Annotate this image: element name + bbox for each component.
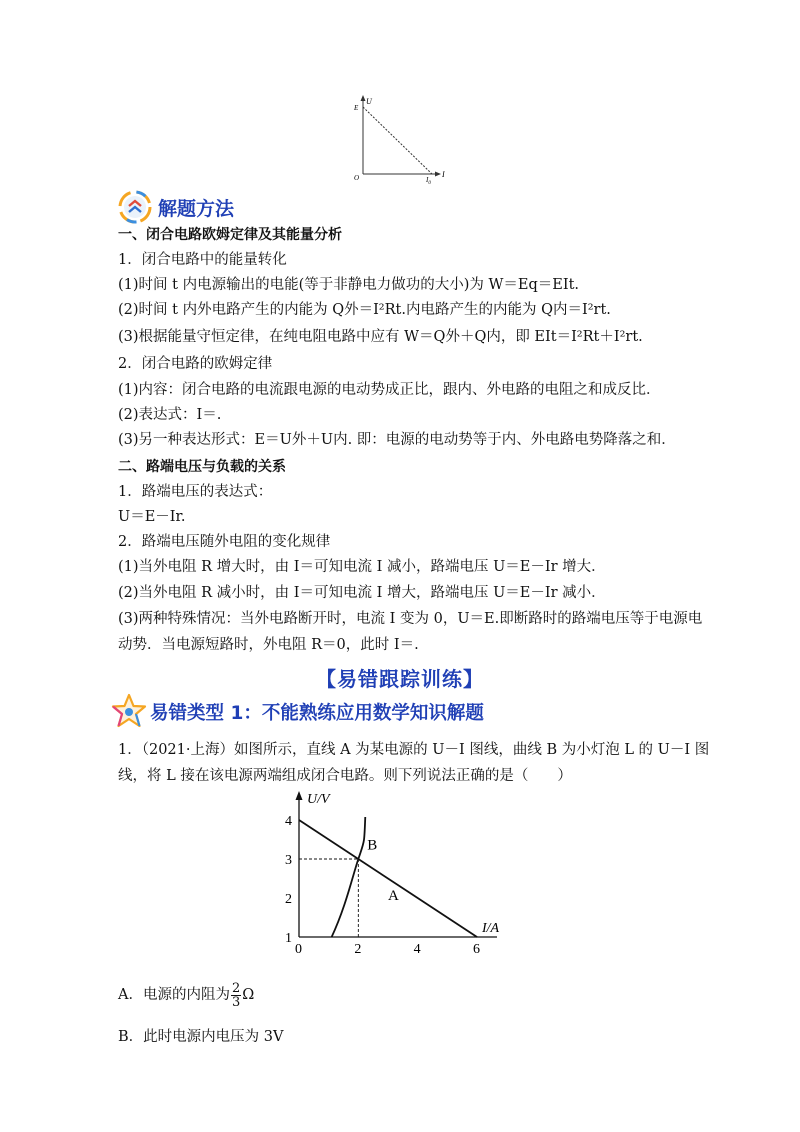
chart-origin-label: 0 — [295, 942, 302, 957]
chart-y-tick-label: 4 — [285, 814, 292, 829]
training-title: 【易错跟踪训练】 — [316, 667, 484, 691]
text-line-15: 动势．当电源短路时，外电阻 R＝0，此时 I＝. — [118, 637, 419, 653]
chart-y-arrow — [296, 791, 303, 800]
chart-series-a-label: A — [388, 887, 399, 904]
chart-series-a-line — [299, 820, 477, 937]
option-a-numerator: 2 — [231, 980, 241, 996]
method-section-title: 解题方法 — [158, 198, 235, 220]
question-line-2: 线，将 L 接在该电源两端组成闭合电路。则下列说法正确的是（ ） — [118, 768, 572, 784]
option-a-unit: Ω — [242, 987, 255, 1003]
chart-x-tick-label: 2 — [354, 942, 362, 957]
top-graph-y-label: U — [366, 97, 372, 106]
text-line-14: (3)两种特殊情况：当外电路断开时，电流 I 变为 0，U＝E.即断路时的路端电压等于电源电 — [118, 611, 703, 627]
text-line-5: 2．闭合电路的欧姆定律 — [118, 356, 273, 372]
chart-y-tick-label: 3 — [285, 853, 292, 868]
chart-y-label: U/V — [307, 792, 330, 807]
text-line-10: U＝E－Ir. — [118, 509, 186, 525]
text-line-13: (2)当外电阻 R 减小时，由 I＝可知电流 I 增大，路端电压 U＝E－Ir 减小． — [118, 585, 606, 601]
question-line-1: 1．（2021·上海）如图所示，直线 A 为某电源的 U－I 图线，曲线 B 为小灯泡 L 的 U－I 图 — [118, 742, 710, 758]
text-line-11: 2．路端电压随外电阻的变化规律 — [118, 534, 331, 550]
chart-x-label: I/A — [482, 921, 500, 936]
top-graph-x-arrow — [435, 172, 441, 177]
text-line-1: 1．闭合电路中的能量转化 — [118, 252, 287, 268]
top-graph-y-arrow — [361, 95, 366, 101]
top-graph-i0-label: $I_0$ — [426, 176, 431, 186]
option-b: B．此时电源内电压为 3V — [118, 1029, 284, 1045]
text-line-3: (2)时间 t 内外电路产生的内能为 Q外＝I²Rt.内电路产生的内能为 Q内＝I²rt. — [118, 302, 611, 318]
option-a-text: A．电源的内阻为 — [118, 987, 230, 1003]
ui-chart — [275, 785, 515, 960]
chart-y-tick-label: 2 — [285, 892, 292, 907]
text-line-6: (1)内容：闭合电路的电流跟电源的电动势成正比，跟内、外电路的电阻之和成反比． — [118, 382, 661, 398]
error-type-title: 易错类型 1：不能熟练应用数学知识解题 — [150, 703, 484, 724]
chart-x-tick-label: 6 — [473, 942, 480, 957]
top-ui-graph — [350, 92, 450, 187]
method-badge-icon — [118, 190, 152, 224]
top-graph-e-label: E — [354, 104, 359, 112]
chart-y-tick-label: 1 — [285, 931, 292, 946]
text-line-4: (3)根据能量守恒定律，在纯电阻电路中应有 W＝Q外＋Q内，即 EIt＝I²Rt＋I²rt. — [118, 329, 643, 345]
heading-2: 二、路端电压与负载的关系 — [118, 459, 286, 475]
chart-x-tick-label: 4 — [413, 942, 421, 957]
top-graph-line — [363, 107, 432, 174]
text-line-8: (3)另一种表达形式：E＝U外＋U内. 即：电源的电动势等于内、外电路电势降落之和． — [118, 432, 676, 448]
text-line-7: (2)表达式：I＝. — [118, 407, 222, 423]
top-graph-x-label: I — [442, 170, 445, 179]
star-badge-icon — [110, 693, 148, 729]
chart-series-b-curve — [332, 817, 366, 937]
option-a — [118, 978, 254, 1012]
chart-series-b-label: B — [367, 837, 378, 854]
text-line-12: (1)当外电阻 R 增大时，由 I＝可知电流 I 减小，路端电压 U＝E－Ir 增大． — [118, 559, 606, 575]
option-a-denominator: 3 — [231, 994, 241, 1010]
top-graph-origin-label: O — [354, 174, 360, 182]
text-line-2: (1)时间 t 内电源输出的电能(等于非静电力做功的大小)为 W＝Eq＝EIt. — [118, 277, 580, 293]
heading-1: 一、闭合电路欧姆定律及其能量分析 — [118, 227, 342, 243]
text-line-9: 1．路端电压的表达式： — [118, 484, 273, 500]
option-a-fraction — [231, 982, 241, 1009]
